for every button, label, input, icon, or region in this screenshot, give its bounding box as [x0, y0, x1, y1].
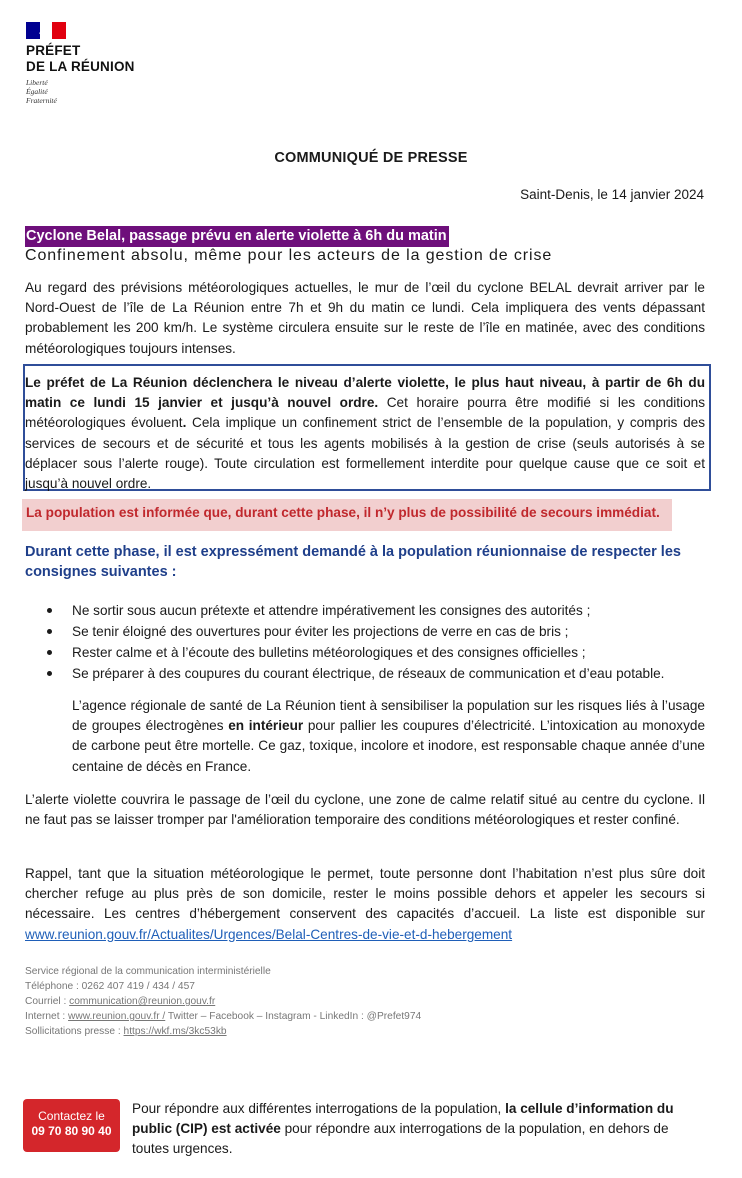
press-release-title: COMMUNIQUÉ DE PRESSE — [274, 150, 468, 166]
prefecture-logo-text — [26, 43, 135, 75]
badge-line1: Contactez le — [38, 1109, 105, 1123]
alert-paragraph — [25, 373, 705, 494]
consigne-text: Se préparer à des coupures du courant électrique, de réseaux de communication et d’eau potable. — [72, 666, 665, 681]
internet-link[interactable]: www.reunion.gouv.fr / — [68, 1011, 166, 1022]
internet-rest: Twitter – Facebook – Instagram - LinkedIn : @Prefet974 — [165, 1011, 422, 1022]
ars-text-1: L’agence régionale de santé de La Réunion tient à sensibiliser la population sur les risques liés à l’usage de groupes électrogènes — [72, 698, 705, 734]
headline-title: Cyclone Belal, passage prévu en alerte violette à 6h du matin — [25, 226, 449, 247]
alert-text-2: Cela implique un confinement strict de l’ensemble de la population, y compris des services de secours et de sécurité et tous les agents mobilisés à la gestion de crise (seuls autorisés à se déplacer sous l’alerte rouge). Toute circulation est formellement interdite pour quelque cause que ce soit et jusqu’à nouvel ordre. — [25, 415, 705, 492]
cip-text-1: Pour répondre aux différentes interrogations de la population, — [132, 1101, 506, 1116]
hebergement-link[interactable]: www.reunion.gouv.fr/Actualites/Urgences/Belal-Centres-de-vie-et-d-hebergement — [25, 926, 513, 942]
consignes-title: Durant cette phase, il est expressément demandé à la population réunionnaise de respecter les consignes suivantes : — [25, 544, 681, 580]
courriel-line — [25, 994, 421, 1009]
logo-line1: PRÉFET — [26, 43, 81, 58]
rappel-paragraph — [25, 864, 705, 945]
violette-paragraph: L’alerte violette couvrira le passage de l’œil du cyclone, une zone de calme relatif situé au centre du cyclone. Il ne faut pas se laisser tromper par l'amélioration temporaire des conditions météorologiques et rester confiné. — [25, 792, 705, 828]
consigne-text: Rester calme et à l’écoute des bulletins météorologiques et des consignes officielles ; — [72, 645, 586, 660]
badge-phone-number: 09 70 80 90 40 — [31, 1124, 112, 1138]
rappel-text: Rappel, tant que la situation météorologique le permet, toute personne dont l’habitation n’est plus sûre doit chercher refuge au plus près de son domicile, rester le moins possible dehors et appeler les secours si nécessaire. Les centres d’hébergement conservent des capacités d’accueil. La liste est disponible sur — [25, 866, 705, 922]
list-item — [45, 621, 715, 642]
courriel-label: Courriel : — [25, 996, 70, 1007]
courriel-link[interactable]: communication@reunion.gouv.fr — [69, 996, 216, 1007]
alert-bold-text: Le préfet de La Réunion déclenchera le niveau d’alerte violette, le plus haut niveau, à partir de 6h du matin ce lundi 15 janvier et jusqu’à nouvel ordre. — [25, 375, 705, 411]
bullet-icon — [47, 671, 52, 676]
internet-line — [25, 1009, 421, 1024]
republic-motto — [26, 78, 57, 105]
consigne-text: Se tenir éloigné des ouvertures pour éviter les projections de verre en cas de bris ; — [72, 624, 569, 639]
sollicitations-line — [25, 1024, 421, 1039]
service-line: Service régional de la communication interministérielle — [25, 966, 271, 977]
motto-liberte: Liberté — [26, 78, 48, 87]
bullet-icon — [47, 650, 52, 655]
motto-egalite: Égalité — [26, 87, 48, 96]
warning-text — [26, 505, 660, 520]
motto-fraternite: Fraternité — [26, 96, 57, 105]
cip-phone-badge[interactable] — [23, 1099, 120, 1152]
cip-text-2: pour répondre aux interrogations de la population, en dehors de toutes urgences. — [132, 1121, 669, 1157]
sollicitations-link[interactable]: https://wkf.ms/3kc53kb — [123, 1026, 227, 1037]
warning-text-bold: immédiat. — [596, 505, 660, 520]
logo-line2: DE LA RÉUNION — [26, 59, 135, 74]
french-flag-icon — [26, 22, 66, 39]
bullet-icon — [47, 629, 52, 634]
bullet-icon — [47, 608, 52, 613]
ars-text-2: pour pallier les coupures d’électricité. L’intoxication au monoxyde de carbone peut être mortelle. Ce gaz, toxique, incolore et inodore, est responsable chaque année d’une centaine de décès en France. — [72, 718, 706, 774]
date-line: Saint-Denis, le 14 janvier 2024 — [520, 187, 704, 202]
alert-text-1: Cet horaire pourra être modifié si les conditions météorologiques évoluent — [25, 395, 705, 431]
list-item — [45, 642, 715, 663]
cip-bold-text: la cellule d’information du public (CIP) est activée — [132, 1101, 674, 1137]
list-item — [45, 663, 715, 684]
ars-paragraph — [72, 696, 705, 777]
ars-bold-text: en intérieur — [228, 718, 304, 734]
contact-block — [25, 964, 421, 1039]
cip-paragraph — [132, 1099, 704, 1160]
intro-paragraph: Au regard des prévisions météorologiques actuelles, le mur de l’œil du cyclone BELAL devrait arriver par le Nord-Ouest de l’île de La Réunion entre 7h et 9h du matin ce lundi. Cela impliquera des vents dépassant probablement les 200 km/h. Le système circulera ensuite sur le reste de l’île en matinée, avec des conditions météorologiques toujours intenses. — [25, 280, 705, 356]
telephone-line: Téléphone : 0262 407 419 / 434 / 457 — [25, 981, 195, 992]
internet-label: Internet : — [25, 1011, 69, 1022]
alert-bold-dot: . — [182, 415, 187, 431]
consignes-list — [45, 600, 715, 684]
list-item — [45, 600, 715, 621]
sollicitations-label: Sollicitations presse : — [25, 1026, 124, 1037]
consigne-text: Ne sortir sous aucun prétexte et attendre impérativement les consignes des autorités ; — [72, 603, 591, 618]
headline-subtitle: Confinement absolu, même pour les acteurs de la gestion de crise — [25, 247, 553, 264]
warning-text-main: La population est informée que, durant cette phase, il n’y plus de possibilité de secours — [26, 505, 597, 520]
